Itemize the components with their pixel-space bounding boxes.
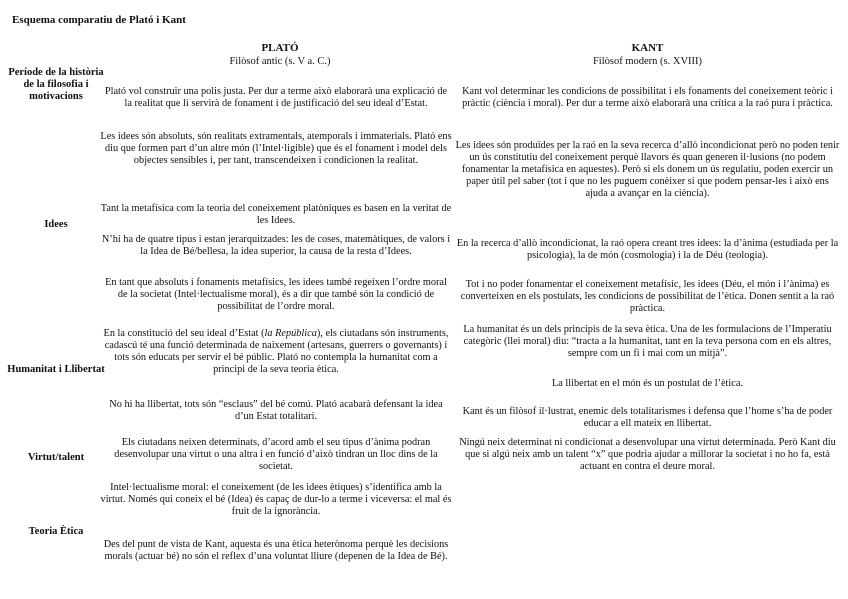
kant-humanitat-3: Kant és un filòsof il·lustrat, enemic dels totalitarismes i defensa que l’home s’ha de poder educar a ell mateix en llibertat. — [462, 406, 833, 429]
kant-virtut: Ningú neix determinat ni condicionat a desenvolupar una virtut determinada. Però Kant diu que si algú neix amb un talent “x” que podria ajudar a millorar la societat i no ho fa, està actuant en contra el deure moral. — [459, 437, 836, 472]
plato-idees-4: En tant que absoluts i fonaments metafísics, les idees també regeixen l’ordre moral de la societat (Intel·lectualisme moral), és a dir que també són la condició de possibilitat de l’ordre moral. — [105, 277, 447, 312]
plato-humanitat-1 — [100, 328, 452, 376]
plato-idees-3: N’hi ha de quatre tipus i estan jerarquitzades: les de coses, matemàtiques, de valors i la Idea de Bé/bellesa, la idea superior, la causa de la resta d’Idees. — [101, 234, 451, 257]
republica-title: la República — [264, 328, 317, 339]
plato-humanitat-2: No hi ha llibertat, tots són “esclaus” del bé comú. Plató acabarà defensant la idea d’un Estat totalitari. — [109, 399, 443, 422]
plato-etica-2: Des del punt de vista de Kant, aquesta és una ètica heterònoma perquè les decisions morals (actuar bé) no són el reflex d’una voluntat lliure (depenen de la Idea de Bé). — [103, 539, 449, 562]
kant-column-header — [455, 42, 840, 68]
kant-subtitle: Filòsof modern (s. XVIII) — [592, 56, 703, 67]
plato-humanitat-text-a: En la constitució del seu ideal d’Estat ( — [103, 328, 265, 339]
plato-idees-1: Les idees són absoluts, són realitats extramentals, atemporals i immaterials. Plató ens diu que formen part d’un altre món (l’Intel·ligible) que és el fonament i model dels objectes sensibles i, per tant, transcendeixen i condicionen la realitat. — [100, 131, 452, 166]
plato-idees-2: Tant la metafísica com la teoria del coneixement platòniques es basen en la veritat de les Idees. — [100, 203, 452, 226]
kant-idees-3: Tot i no poder fonamentar el coneixement metafísic, les idees (Déu, el món i l’ànima) es converteixen en els postulats, les condicions de possibilitat de l’ètica. Donen sentit a la raó pràctica. — [460, 279, 835, 314]
document-title: Esquema comparatiu de Plató i Kant — [12, 14, 186, 26]
kant-name: KANT — [631, 42, 664, 54]
plato-name: PLATÓ — [261, 42, 299, 54]
kant-humanitat-1: La humanitat és un dels principis de la seva ètica. Una de les formulacions de l’Imperatiu categòric (llei moral) diu: “tracta a la humanitat, tant en la teva persona com en els altres, sempre com un fi i mai com un mitjà”. — [463, 324, 832, 359]
row-label-periode: Període de la història de la filosofia i motivacions — [8, 67, 104, 102]
plato-etica-1: Intel·lectualisme moral: el coneixement (de les idees ètiques) s’identifica amb la virtut. Només qui coneix el bé (Idea) és capaç de dur-lo a terme i viceversa: el mal és fruit de la ignorància. — [100, 482, 452, 517]
plato-column-header — [110, 42, 450, 68]
kant-idees-1: Les idees són produïdes per la raó en la seva recerca d’allò incondicionat però no poden tenir un ús constitutiu del coneixement perquè llavors és quan generen il·lusions (no podem fonamentar la metafísica en aquestes). Però si els donem un ús regulatiu, poden exercir un paper útil pel saber (tot i que no les puguem conèixer sí que podem pensar-les i això ens ajuda a avançar en la ciència). — [455, 140, 840, 199]
plato-subtitle: Filòsof antic (s. V a. C.) — [229, 56, 331, 67]
kant-periode: Kant vol determinar les condicions de possibilitat i els fonaments del coneixement teòric i pràctic (ciència i moral). Per dur a terme això elaborarà una crítica a la raó pura i pràctica. — [462, 86, 833, 109]
row-label-etica: Teoria Ètica — [28, 526, 84, 537]
plato-virtut: Els ciutadans neixen determinats, d’acord amb el seu tipus d’ànima podran desenvolupar una virtut o una altra i en funció d’això tindran un lloc dins de la societat. — [114, 437, 438, 472]
row-label-virtut: Virtut/talent — [27, 452, 85, 463]
row-label-humanitat: Humanitat i Llibertat — [7, 364, 105, 375]
row-label-idees: Idees — [44, 219, 68, 230]
kant-idees-2: En la recerca d’allò incondicionat, la raó opera creant tres idees: la d’ànima (estudiada per la psicologia), la de món (cosmologia) i la de Déu (teologia). — [456, 238, 839, 261]
plato-humanitat-text-b: ), els ciutadans són instruments, cadascú té una funció determinada de naixement (artesans, guerrers o governants) i tots són educats per servir el bé públic. Plató no contempla la humanitat com a principi de la seva teoria ètica. — [104, 328, 449, 375]
kant-humanitat-2: La llibertat en el món és un postulat de l’ètica. — [551, 378, 743, 389]
plato-periode: Plató vol construir una polis justa. Per dur a terme això elaborarà una explicació de la realitat que li servirà de fonament i de justificació del seu ideal d’Estat. — [104, 86, 448, 109]
